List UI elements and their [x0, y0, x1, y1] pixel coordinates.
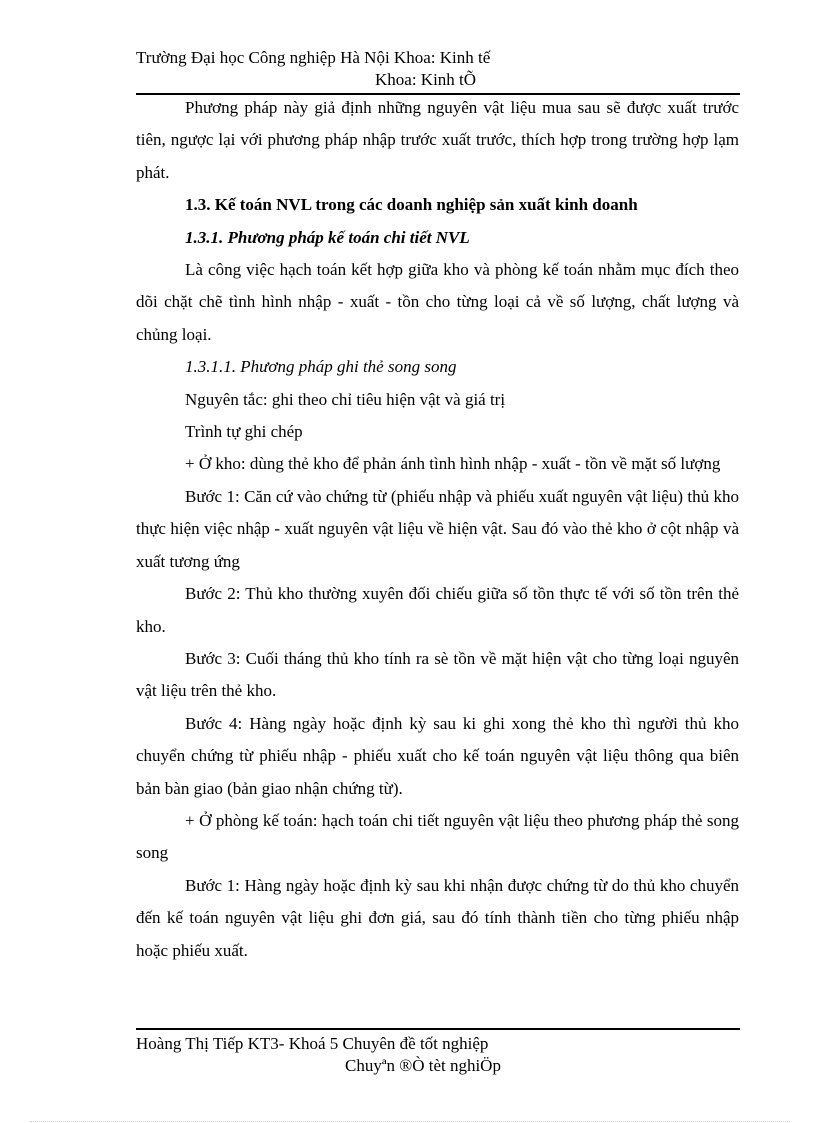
running-header: Trường Đại học Công nghiệp Hà Nội Khoa: Kinh tế — [136, 48, 491, 67]
running-footer: Hoàng Thị Tiếp KT3- Khoá 5 Chuyên đề tốt nghiệp — [136, 1034, 489, 1053]
paragraph: Bước 2: Thủ kho thường xuyên đối chiếu giữa số tồn thực tế với số tồn trên thẻ kho. — [136, 584, 739, 636]
subsubsection-heading: 1.3.1.1. Phương pháp ghi thẻ song song — [185, 357, 457, 377]
paragraph: + Ở kho: dùng thẻ kho để phản ánh tình hình nhập - xuất - tồn về mặt số lượng — [185, 454, 721, 474]
paragraph: Là công việc hạch toán kết hợp giữa kho và phòng kế toán nhằm mục đích theo dõi chặt chẽ tình hình nhập - xuất - tồn cho từng loại cả về số lượng, chất lượng và chủng loại. — [136, 260, 739, 344]
paragraph: Bước 3: Cuối tháng thủ kho tính ra sè tồn về mặt hiện vật cho từng loại nguyên vật liệu trên thẻ kho. — [136, 648, 739, 701]
footer-divider — [136, 1028, 740, 1030]
paragraph: Bước 1: Căn cứ vào chứng từ (phiếu nhập và phiếu xuất nguyên vật liệu) thủ kho thực hiện việc nhập - xuất nguyên vật liệu về hiện vật. Sau đó vào thẻ kho ở cột nhập và xuất tương ứng — [136, 486, 739, 571]
paragraph: Trình tự ghi chép — [185, 422, 303, 442]
paragraph: Bước 4: Hàng ngày hoặc định kỳ sau ki ghi xong thẻ kho thì người thủ kho chuyển chứng từ phiếu nhập - phiếu xuất cho kế toán nguyên vật liệu thông qua biên bản bàn giao (bản giao nhận chứng từ). — [136, 713, 739, 798]
paragraph: Phương pháp này giả định những nguyên vật liệu mua sau sẽ được xuất trước tiên, ngược lại với phương pháp nhập trước xuất trước, thích hợp trong trường hợp lạm phát. — [136, 98, 739, 182]
paragraph: Bước 1: Hàng ngày hoặc định kỳ sau khi nhận được chứng từ do thủ kho chuyển đến kế toán nguyên vật liệu ghi đơn giá, sau đó tính thành tiền cho từng phiếu nhập hoặc phiếu xuất. — [136, 875, 739, 960]
page-body — [136, 92, 739, 967]
running-header-subline: Khoa: Kinh tÕ — [375, 70, 477, 89]
running-footer-subline: Chuyªn ®Ò tèt nghiÖp — [345, 1056, 501, 1075]
page-edge-divider — [30, 1121, 790, 1122]
paragraph: Nguyên tắc: ghi theo chỉ tiêu hiện vật và giá trị — [185, 389, 506, 409]
section-heading: 1.3. Kế toán NVL trong các doanh nghiệp sản xuất kinh doanh — [185, 195, 638, 215]
paragraph: + Ở phòng kế toán: hạch toán chi tiết nguyên vật liệu theo phương pháp thẻ song song — [136, 810, 739, 863]
subsection-heading: 1.3.1. Phương pháp kế toán chi tiết NVL — [185, 227, 470, 247]
